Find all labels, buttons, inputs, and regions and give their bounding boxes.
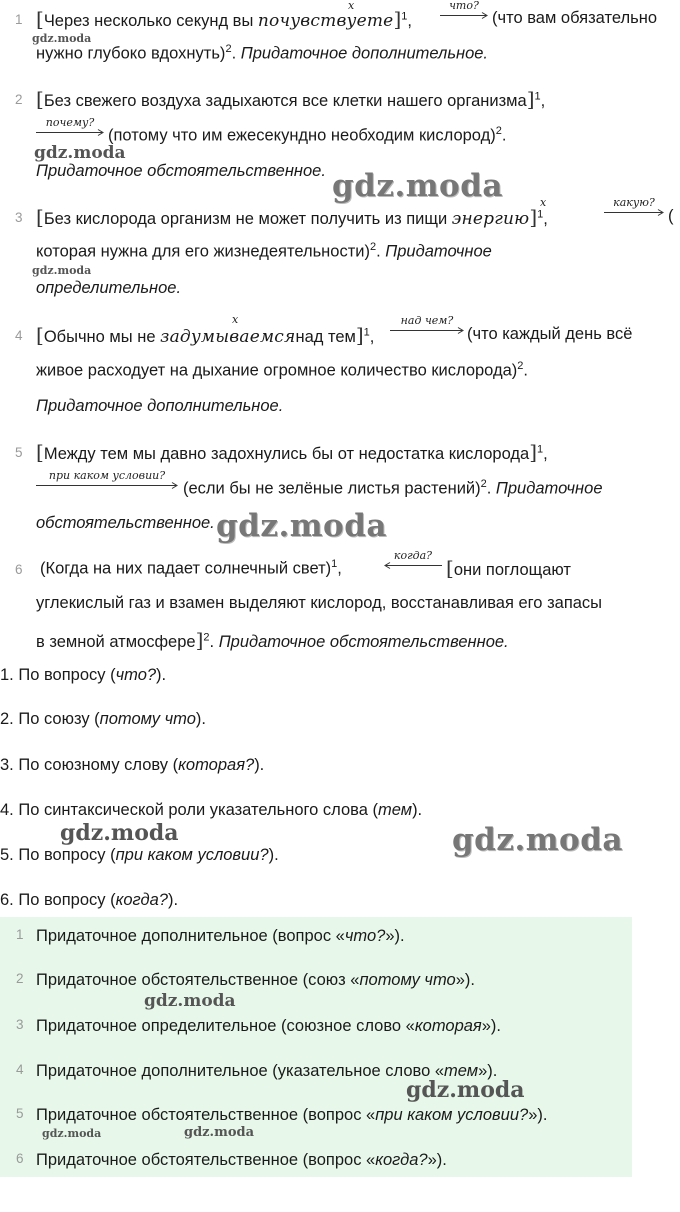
clause-type: Придаточное обстоятельственное. bbox=[36, 162, 326, 180]
right-arrow-icon bbox=[440, 12, 488, 19]
item-number: 3 bbox=[15, 210, 23, 225]
answer-item: 4. По синтаксической роли указательного слова (тем). bbox=[0, 801, 423, 819]
watermark-logo: gdz.moda bbox=[216, 508, 387, 544]
item-number: 2 bbox=[15, 92, 23, 107]
clause-type: Придаточное дополнительное. bbox=[36, 397, 284, 415]
right-arrow-icon bbox=[36, 482, 178, 489]
answer-item: 5. По вопросу (при каком условии?). bbox=[0, 846, 279, 864]
watermark-logo: gdz.moda bbox=[32, 32, 92, 45]
sentence-line: [Без свежего воздуха задыхаются все клетки нашего организма]$^1$, bbox=[36, 87, 546, 111]
item-number: 1 bbox=[15, 12, 23, 27]
sentence-line: [Без кислорода организм не может получить из пищи энергию]$^1$, bbox=[36, 205, 548, 229]
sentence-line: [Обычно мы не задумываемсянад тем]$^1$, bbox=[36, 323, 375, 347]
clause-type: Придаточное bbox=[495, 479, 603, 498]
watermark-logo: gdz.moda bbox=[32, 264, 92, 277]
sentence-line: (если бы не зелёные листья растений)$^2$. Придаточное bbox=[183, 478, 603, 498]
question-arrow: почему? bbox=[36, 117, 104, 135]
watermark-logo: gdz.moda bbox=[452, 822, 623, 858]
clause-type: Придаточное дополнительное. bbox=[240, 44, 489, 63]
question-arrow: какую? bbox=[604, 197, 664, 215]
watermark-logo: gdz.moda bbox=[34, 143, 126, 163]
predicate-mark: x bbox=[540, 196, 547, 209]
answer-item: 3. По союзному слову (которая?). bbox=[0, 756, 265, 774]
clause-type: Придаточное обстоятельственное. bbox=[218, 633, 509, 651]
question-arrow: над чем? bbox=[390, 315, 464, 333]
answer-item: 1. По вопросу (что?). bbox=[0, 666, 167, 684]
predicate-word: энергию bbox=[451, 209, 530, 229]
answer-item: 6. По вопросу (когда?). bbox=[0, 891, 179, 909]
watermark-logo: gdz.moda bbox=[144, 991, 236, 1011]
sentence-line: живое расходует на дыхание огромное количество кислорода)$^2$. bbox=[36, 360, 529, 380]
sentence-line: (потому что им ежесекундно необходим кислород)$^2$. bbox=[108, 125, 507, 145]
watermark-logo: gdz.moda bbox=[60, 820, 179, 846]
question-arrow: при каком условии? bbox=[36, 470, 178, 488]
question-arrow: когда? bbox=[384, 550, 442, 568]
predicate-mark: x bbox=[232, 313, 239, 326]
sentence-line: [Через несколько секунд вы почувствуете]$^1$, bbox=[36, 7, 412, 31]
watermark-logo: gdz.moda bbox=[406, 1077, 525, 1103]
left-arrow-icon bbox=[384, 562, 442, 569]
right-arrow-icon bbox=[390, 327, 464, 334]
right-arrow-icon bbox=[604, 209, 664, 216]
watermark-logo: gdz.moda bbox=[184, 1125, 255, 1140]
summary-box: 1 Придаточное дополнительное (вопрос «что?»). 2 Придаточное обстоятельственное (союз «потому что»). 3 Придаточное определительное (союзное слово «которая»). 4 Придаточное дополнительное (указательное слово «тем»). 5 Придаточное обстоятельственное (вопрос «при каком условии?»). 6 Придаточное обстоятельственное (вопрос «когда?»). bbox=[0, 917, 632, 1177]
answer-item: 2. По союзу (потому что). bbox=[0, 710, 206, 728]
watermark-logo: gdz.moda bbox=[42, 1127, 102, 1140]
clause-type: Придаточное bbox=[385, 242, 492, 261]
sentence-line: (Когда на них падает солнечный свет)$^1$, bbox=[40, 558, 342, 578]
predicate-mark: x bbox=[348, 0, 355, 12]
predicate-word: почувствуете bbox=[257, 11, 394, 31]
item-number: 5 bbox=[15, 445, 23, 460]
sentence-line: углекислый газ и взамен выделяют кислород, восстанавливая его запасы bbox=[36, 594, 603, 612]
sentence-line: которая нужна для его жизнедеятельности)$^2$. Придаточное bbox=[36, 241, 492, 261]
item-number: 4 bbox=[15, 328, 23, 343]
right-arrow-icon bbox=[36, 129, 104, 136]
predicate-word: задумываемся bbox=[160, 327, 296, 347]
sentence-line: [Между тем мы давно задохнулись бы от недостатка кислорода]$^1$, bbox=[36, 440, 548, 464]
sentence-line: нужно глубоко вдохнуть)$^2$. Придаточное дополнительное. bbox=[36, 43, 489, 63]
sentence-line: в земной атмосфере]$^2$. Придаточное обстоятельственное. bbox=[36, 628, 509, 652]
watermark-logo: gdz.moda bbox=[332, 168, 503, 204]
question-arrow: что? bbox=[440, 0, 488, 18]
item-number: 6 bbox=[15, 562, 23, 577]
